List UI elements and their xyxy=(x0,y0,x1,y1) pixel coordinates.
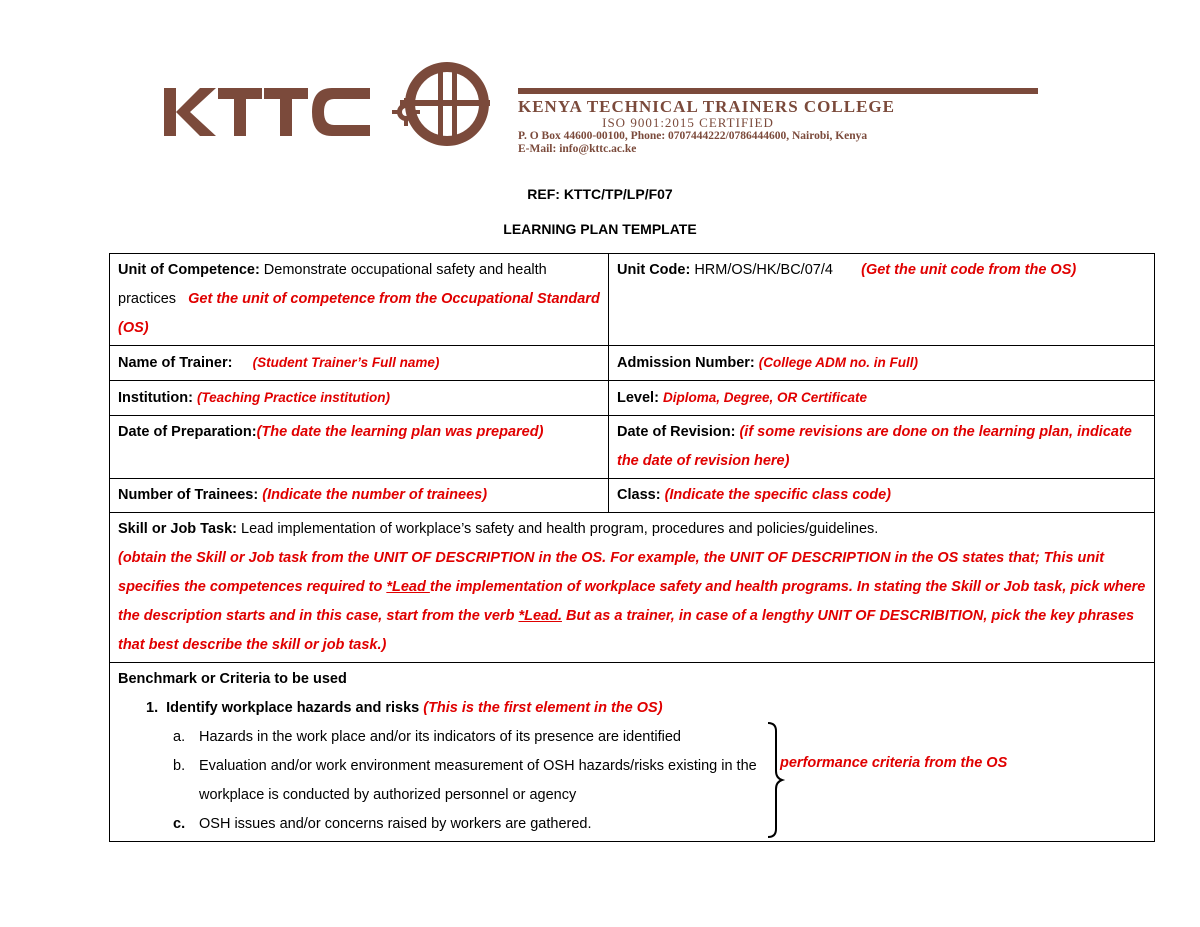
field-value: Demonstrate occupational safety and health practices xyxy=(118,262,547,307)
college-header xyxy=(518,88,1038,156)
field-label: Number of Trainees: xyxy=(118,487,259,503)
table-row xyxy=(110,346,1155,381)
unit-code-cell xyxy=(609,254,1155,346)
field-hint: (if some revisions are done on the learning plan, indicate the date of revision here) xyxy=(617,424,1132,469)
admission-number-cell xyxy=(609,346,1155,381)
benchmark-cell xyxy=(110,663,1155,842)
number-of-trainees-cell xyxy=(110,479,609,513)
class-cell xyxy=(609,479,1155,513)
unit-of-competence-cell xyxy=(110,254,609,346)
level-cell xyxy=(609,381,1155,416)
field-hint: (Teaching Practice institution) xyxy=(196,390,390,405)
field-label: Unit Code: xyxy=(617,262,691,278)
criteria-list xyxy=(118,723,1146,839)
college-address: P. O Box 44600-00100, Phone: 0707444222/0786444600, Nairobi, Kenya xyxy=(518,130,868,142)
field-label: Name of Trainer: xyxy=(118,355,233,371)
college-name: KENYA TECHNICAL TRAINERS COLLEGE xyxy=(518,97,895,116)
date-of-revision-cell xyxy=(609,416,1155,479)
field-hint: Diploma, Degree, OR Certificate xyxy=(662,390,868,405)
college-email: E-Mail: info@kttc.ac.ke xyxy=(518,143,637,155)
date-of-preparation-cell xyxy=(110,416,609,479)
field-label: Class: xyxy=(617,487,661,503)
field-label: Skill or Job Task: xyxy=(118,521,237,537)
element-title: Identify workplace hazards and risks xyxy=(166,700,420,716)
field-hint: (Get the unit code from the OS) xyxy=(861,262,1077,278)
field-label: Institution: xyxy=(118,390,193,406)
iso-certification: ISO 9001:2015 CERTIFIED xyxy=(602,115,774,130)
learning-plan-table xyxy=(109,253,1155,842)
skill-hint-part2: the implementation of workplace safety and health programs. In stating the Skill or Job task, pick where the description starts and in this case, start from the verb xyxy=(118,579,1146,624)
performance-criteria-note: performance criteria from the OS xyxy=(780,755,1008,771)
element-line xyxy=(146,694,1146,723)
skill-hint-part1: (obtain the Skill or Job task from the UNIT OF DESCRIPTION in the OS. For example, the UNIT OF DESCRIPTION in the OS states that; This unit specifies the competences required to xyxy=(118,550,1105,595)
page-title: LEARNING PLAN TEMPLATE xyxy=(503,221,697,237)
benchmark-label: Benchmark or Criteria to be used xyxy=(118,671,347,687)
list-item xyxy=(173,810,1146,839)
skill-or-job-task-cell xyxy=(110,513,1155,663)
field-label: Admission Number: xyxy=(617,355,755,371)
field-label: Level: xyxy=(617,390,659,406)
field-hint: (College ADM no. in Full) xyxy=(758,355,919,370)
skill-hint-part3: But as a trainer, in case of a lengthy UNIT OF DESCRIBITION, pick the key phrases that best describe the skill or job task.) xyxy=(118,608,1135,653)
field-hint: (Indicate the specific class code) xyxy=(664,487,892,503)
field-label: Date of Revision: xyxy=(617,424,736,440)
kttc-logo xyxy=(160,58,520,148)
element-number: 1. xyxy=(146,700,159,716)
list-item xyxy=(173,723,1146,752)
table-row xyxy=(110,513,1155,663)
field-label: Date of Preparation: xyxy=(118,424,257,440)
criteria-text: Evaluation and/or work environment measurement of OSH hazards/risks existing in the workplace is conducted by authorized personnel or agency xyxy=(199,758,757,803)
field-value: HRM/OS/HK/BC/07/4 xyxy=(690,262,833,278)
table-row xyxy=(110,381,1155,416)
table-row xyxy=(110,254,1155,346)
skill-hint-lead1: *Lead xyxy=(386,579,430,595)
header-rule xyxy=(518,88,1038,94)
field-label: Unit of Competence: xyxy=(118,262,260,278)
field-hint: (The date the learning plan was prepared) xyxy=(256,424,544,440)
element-hint: (This is the first element in the OS) xyxy=(423,700,663,716)
table-row xyxy=(110,663,1155,842)
field-hint: (Indicate the number of trainees) xyxy=(262,487,488,503)
field-hint: (Student Trainer’s Full name) xyxy=(252,355,440,370)
criteria-letter: a. xyxy=(173,729,186,745)
trainer-name-cell xyxy=(110,346,609,381)
criteria-letter: c. xyxy=(173,816,186,832)
criteria-text: OSH issues and/or concerns raised by workers are gathered. xyxy=(199,816,592,832)
right-brace-icon xyxy=(766,721,788,839)
reference-number: REF: KTTC/TP/LP/F07 xyxy=(527,186,673,202)
criteria-letter: b. xyxy=(173,758,186,774)
skill-hint-lead2: *Lead. xyxy=(518,608,562,624)
table-row xyxy=(110,416,1155,479)
institution-cell xyxy=(110,381,609,416)
table-row xyxy=(110,479,1155,513)
skill-hint xyxy=(118,550,1145,653)
field-hint: Get the unit of competence from the Occupational Standard (OS) xyxy=(118,291,600,336)
field-value: Lead implementation of workplace’s safety and health program, procedures and policies/guidelines. xyxy=(237,521,879,537)
criteria-text: Hazards in the work place and/or its indicators of its presence are identified xyxy=(199,729,681,745)
